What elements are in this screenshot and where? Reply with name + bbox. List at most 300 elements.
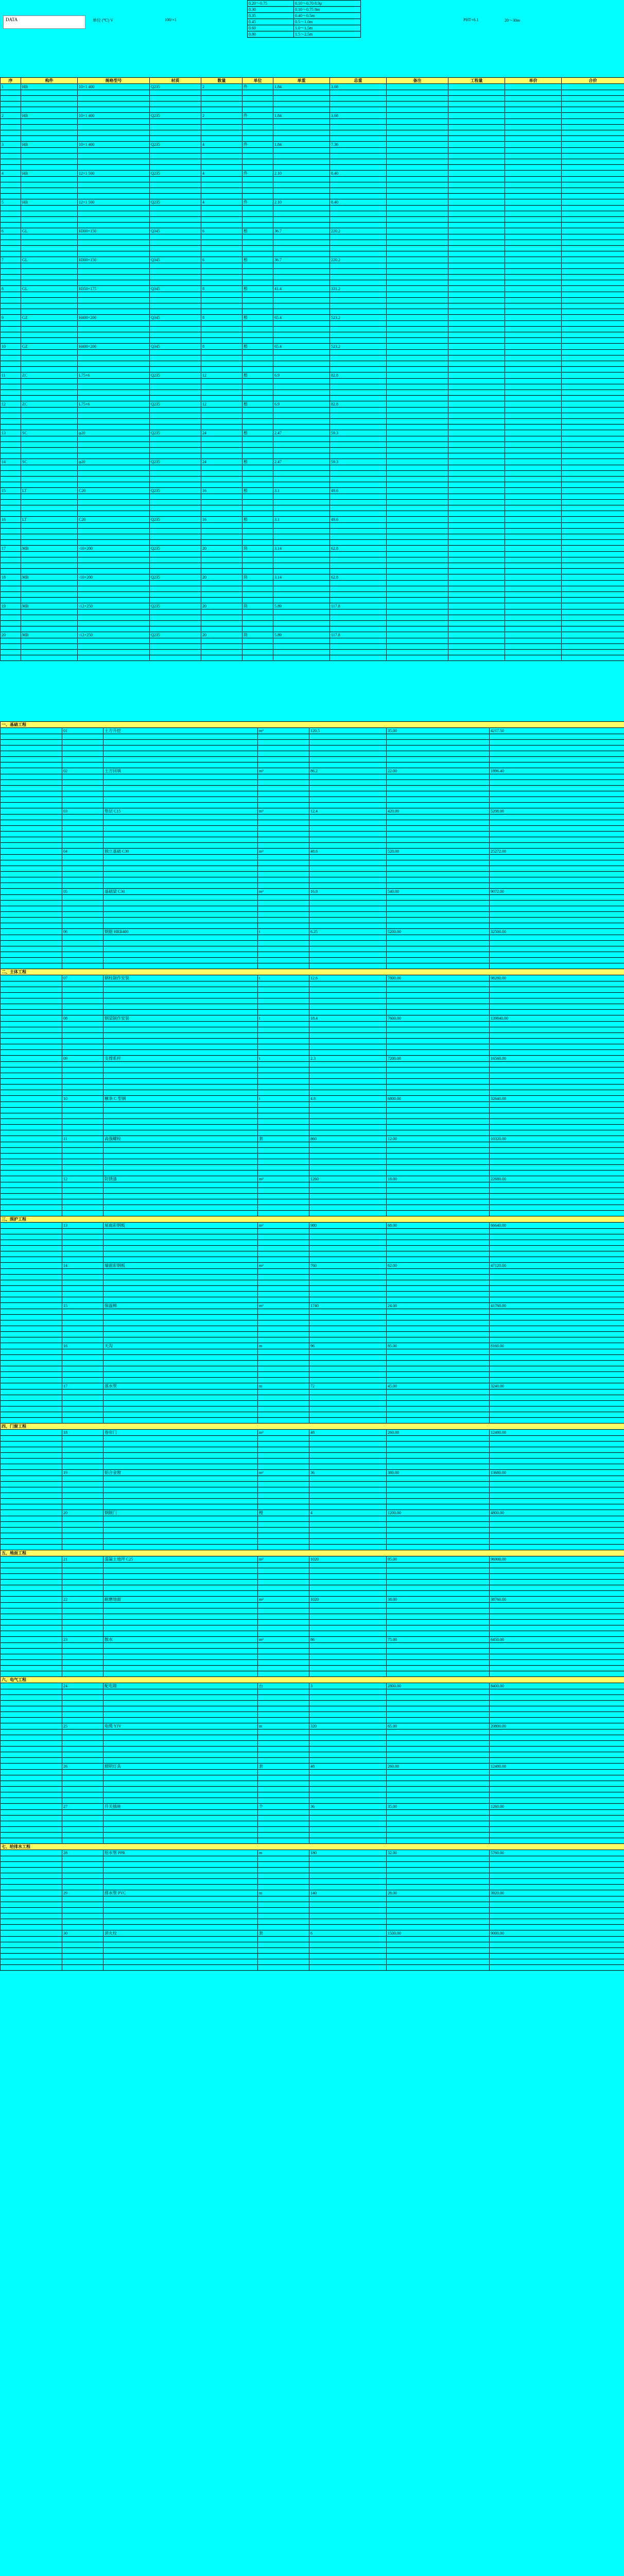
empty-cell[interactable]: [448, 621, 505, 626]
empty-cell[interactable]: [448, 194, 505, 199]
empty-cell[interactable]: [103, 1079, 258, 1084]
empty-cell[interactable]: [387, 1499, 490, 1504]
empty-cell[interactable]: [78, 413, 150, 419]
empty-cell[interactable]: [1, 1275, 62, 1280]
table-cell[interactable]: -10×200: [78, 574, 150, 581]
empty-cell[interactable]: [448, 148, 505, 154]
empty-cell[interactable]: [62, 1614, 103, 1620]
table-cell[interactable]: [505, 574, 562, 581]
empty-cell[interactable]: [490, 1533, 624, 1539]
empty-cell[interactable]: [273, 223, 330, 228]
empty-cell[interactable]: [505, 379, 562, 384]
empty-cell[interactable]: [387, 1194, 490, 1199]
empty-cell[interactable]: [103, 1775, 258, 1781]
empty-cell[interactable]: [387, 1563, 490, 1568]
empty-cell[interactable]: [330, 477, 387, 482]
empty-cell[interactable]: [505, 540, 562, 546]
bill-cell[interactable]: 06: [62, 929, 103, 935]
empty-cell[interactable]: [150, 523, 201, 529]
empty-cell[interactable]: [258, 1816, 309, 1821]
empty-cell[interactable]: [330, 482, 387, 488]
empty-cell[interactable]: [387, 1666, 490, 1671]
empty-cell[interactable]: [1, 177, 21, 182]
empty-cell[interactable]: [1, 1108, 62, 1113]
empty-cell[interactable]: [150, 408, 201, 413]
empty-cell[interactable]: [62, 1591, 103, 1597]
empty-cell[interactable]: [309, 1079, 387, 1084]
empty-cell[interactable]: [258, 1493, 309, 1499]
empty-cell[interactable]: [103, 1292, 258, 1297]
empty-cell[interactable]: [103, 941, 258, 946]
empty-cell[interactable]: [330, 194, 387, 199]
table-cell[interactable]: 20: [1, 632, 21, 638]
empty-cell[interactable]: [387, 136, 448, 142]
empty-cell[interactable]: [309, 1453, 387, 1459]
table-cell[interactable]: GL: [21, 228, 78, 234]
empty-cell[interactable]: [490, 963, 624, 969]
empty-cell[interactable]: [330, 621, 387, 626]
empty-cell[interactable]: [242, 453, 273, 459]
empty-cell[interactable]: [21, 107, 78, 113]
empty-cell[interactable]: [562, 419, 624, 425]
empty-cell[interactable]: [309, 860, 387, 866]
empty-cell[interactable]: [1, 1148, 62, 1154]
bill-cell[interactable]: 21: [62, 1556, 103, 1563]
empty-cell[interactable]: [1, 901, 62, 906]
empty-cell[interactable]: [309, 1948, 387, 1954]
empty-cell[interactable]: [258, 935, 309, 941]
empty-cell[interactable]: [258, 906, 309, 912]
empty-cell[interactable]: [78, 586, 150, 592]
empty-cell[interactable]: [258, 1165, 309, 1171]
empty-cell[interactable]: [1, 211, 21, 217]
empty-cell[interactable]: [258, 1533, 309, 1539]
empty-cell[interactable]: [201, 263, 242, 269]
bill-gutter[interactable]: [1, 808, 62, 815]
empty-cell[interactable]: [309, 998, 387, 1004]
empty-cell[interactable]: [309, 987, 387, 993]
empty-cell[interactable]: [490, 843, 624, 849]
empty-cell[interactable]: [490, 1251, 624, 1257]
empty-cell[interactable]: [490, 1090, 624, 1096]
table-cell[interactable]: 根: [242, 488, 273, 494]
empty-cell[interactable]: [103, 1965, 258, 1971]
empty-cell[interactable]: [62, 1493, 103, 1499]
empty-cell[interactable]: [78, 396, 150, 401]
empty-cell[interactable]: [258, 1297, 309, 1303]
empty-cell[interactable]: [562, 425, 624, 430]
empty-cell[interactable]: [330, 148, 387, 154]
empty-cell[interactable]: [1, 1401, 62, 1406]
empty-cell[interactable]: [330, 165, 387, 171]
empty-cell[interactable]: [258, 855, 309, 860]
table-cell[interactable]: [387, 430, 448, 436]
empty-cell[interactable]: [505, 223, 562, 228]
empty-cell[interactable]: [1, 1574, 62, 1580]
bill-cell[interactable]: 48.6: [309, 849, 387, 855]
empty-cell[interactable]: [62, 1671, 103, 1677]
empty-cell[interactable]: [62, 1027, 103, 1033]
empty-cell[interactable]: [562, 217, 624, 223]
empty-cell[interactable]: [490, 1937, 624, 1942]
empty-cell[interactable]: [330, 540, 387, 546]
bill-cell[interactable]: 260.00: [387, 1430, 490, 1436]
empty-cell[interactable]: [103, 906, 258, 912]
empty-cell[interactable]: [62, 1827, 103, 1833]
empty-cell[interactable]: [62, 1718, 103, 1723]
empty-cell[interactable]: [309, 1522, 387, 1528]
empty-cell[interactable]: [201, 638, 242, 644]
table-cell[interactable]: [387, 401, 448, 408]
bill-cell[interactable]: 4217.50: [490, 728, 624, 734]
empty-cell[interactable]: [309, 734, 387, 740]
empty-cell[interactable]: [490, 1706, 624, 1712]
empty-cell[interactable]: [201, 500, 242, 505]
empty-cell[interactable]: [201, 413, 242, 419]
empty-cell[interactable]: [387, 1326, 490, 1332]
empty-cell[interactable]: [258, 740, 309, 745]
empty-cell[interactable]: [103, 1113, 258, 1119]
empty-cell[interactable]: [78, 448, 150, 453]
empty-cell[interactable]: [258, 877, 309, 883]
empty-cell[interactable]: [309, 1395, 387, 1401]
empty-cell[interactable]: [387, 1712, 490, 1718]
empty-cell[interactable]: [201, 303, 242, 309]
table-cell[interactable]: [505, 113, 562, 119]
empty-cell[interactable]: [258, 1286, 309, 1292]
empty-cell[interactable]: [62, 1257, 103, 1263]
empty-cell[interactable]: [309, 981, 387, 987]
empty-cell[interactable]: [490, 1649, 624, 1654]
empty-cell[interactable]: [242, 188, 273, 194]
empty-cell[interactable]: [387, 598, 448, 603]
empty-cell[interactable]: [490, 1027, 624, 1033]
empty-cell[interactable]: [309, 1010, 387, 1015]
empty-cell[interactable]: [62, 734, 103, 740]
empty-cell[interactable]: [309, 1908, 387, 1913]
empty-cell[interactable]: [505, 361, 562, 367]
empty-cell[interactable]: [387, 269, 448, 275]
empty-cell[interactable]: [62, 1476, 103, 1482]
empty-cell[interactable]: [490, 837, 624, 843]
empty-cell[interactable]: [387, 877, 490, 883]
empty-cell[interactable]: [490, 786, 624, 791]
empty-cell[interactable]: [490, 906, 624, 912]
empty-cell[interactable]: [1, 1810, 62, 1816]
bill-cell[interactable]: m³: [258, 849, 309, 855]
empty-cell[interactable]: [387, 379, 448, 384]
empty-cell[interactable]: [309, 1401, 387, 1406]
empty-cell[interactable]: [78, 436, 150, 442]
empty-cell[interactable]: [103, 1856, 258, 1862]
empty-cell[interactable]: [387, 1406, 490, 1412]
empty-cell[interactable]: [62, 1378, 103, 1383]
empty-cell[interactable]: [242, 494, 273, 500]
empty-cell[interactable]: [387, 361, 448, 367]
empty-cell[interactable]: [258, 1349, 309, 1355]
bill-cell[interactable]: 18.4: [309, 1015, 387, 1022]
empty-cell[interactable]: [62, 1741, 103, 1747]
empty-cell[interactable]: [78, 408, 150, 413]
empty-cell[interactable]: [1, 1286, 62, 1292]
empty-cell[interactable]: [448, 523, 505, 529]
empty-cell[interactable]: [242, 240, 273, 246]
empty-cell[interactable]: [387, 1942, 490, 1948]
empty-cell[interactable]: [150, 494, 201, 500]
bill-cell[interactable]: 7600.00: [387, 1015, 490, 1022]
empty-cell[interactable]: [562, 211, 624, 217]
empty-cell[interactable]: [330, 511, 387, 517]
table-cell[interactable]: 18: [1, 574, 21, 581]
empty-cell[interactable]: [330, 182, 387, 188]
empty-cell[interactable]: [150, 165, 201, 171]
empty-cell[interactable]: [505, 563, 562, 569]
empty-cell[interactable]: [62, 1229, 103, 1234]
empty-cell[interactable]: [387, 1378, 490, 1383]
empty-cell[interactable]: [448, 355, 505, 361]
empty-cell[interactable]: [258, 1833, 309, 1838]
empty-cell[interactable]: [505, 246, 562, 251]
bill-cell[interactable]: 4800.00: [490, 1510, 624, 1516]
empty-cell[interactable]: [273, 581, 330, 586]
table-cell[interactable]: ZC: [21, 401, 78, 408]
bill-cell[interactable]: 混凝土地坪 C25: [103, 1556, 258, 1563]
empty-cell[interactable]: [78, 621, 150, 626]
empty-cell[interactable]: [258, 1747, 309, 1752]
empty-cell[interactable]: [62, 998, 103, 1004]
empty-cell[interactable]: [1, 1689, 62, 1695]
table-cell[interactable]: Q235: [150, 401, 201, 408]
table-cell[interactable]: [562, 171, 624, 177]
empty-cell[interactable]: [1, 1563, 62, 1568]
empty-cell[interactable]: [1, 762, 62, 768]
bill-gutter[interactable]: [1, 975, 62, 981]
table-cell[interactable]: 3.14: [273, 574, 330, 581]
empty-cell[interactable]: [62, 1286, 103, 1292]
empty-cell[interactable]: [103, 1660, 258, 1666]
empty-cell[interactable]: [562, 655, 624, 661]
empty-cell[interactable]: [1, 1585, 62, 1591]
empty-cell[interactable]: [62, 1896, 103, 1902]
empty-cell[interactable]: [309, 1142, 387, 1148]
empty-cell[interactable]: [201, 626, 242, 632]
empty-cell[interactable]: [448, 650, 505, 655]
empty-cell[interactable]: [78, 303, 150, 309]
empty-cell[interactable]: [78, 644, 150, 650]
empty-cell[interactable]: [273, 494, 330, 500]
empty-cell[interactable]: [201, 148, 242, 154]
empty-cell[interactable]: [1, 1522, 62, 1528]
bill-cell[interactable]: 独立基础 C30: [103, 849, 258, 855]
empty-cell[interactable]: [21, 321, 78, 327]
empty-cell[interactable]: [309, 1913, 387, 1919]
empty-cell[interactable]: [258, 895, 309, 901]
empty-cell[interactable]: [258, 1775, 309, 1781]
empty-cell[interactable]: [242, 581, 273, 586]
bill-cell[interactable]: 套: [258, 1764, 309, 1770]
empty-cell[interactable]: [150, 223, 201, 228]
empty-cell[interactable]: [103, 774, 258, 780]
empty-cell[interactable]: [490, 1349, 624, 1355]
bill-cell[interactable]: 26: [62, 1764, 103, 1770]
empty-cell[interactable]: [448, 379, 505, 384]
empty-cell[interactable]: [103, 1165, 258, 1171]
empty-cell[interactable]: [309, 1660, 387, 1666]
empty-cell[interactable]: [273, 523, 330, 529]
empty-cell[interactable]: [490, 757, 624, 762]
empty-cell[interactable]: [562, 338, 624, 344]
bill-cell[interactable]: 钢制门: [103, 1510, 258, 1516]
empty-cell[interactable]: [62, 1833, 103, 1838]
empty-cell[interactable]: [62, 1620, 103, 1625]
empty-cell[interactable]: [1, 1067, 62, 1073]
empty-cell[interactable]: [309, 1211, 387, 1216]
empty-cell[interactable]: [387, 332, 448, 338]
table-cell[interactable]: [387, 257, 448, 263]
empty-cell[interactable]: [78, 182, 150, 188]
empty-cell[interactable]: [150, 298, 201, 303]
empty-cell[interactable]: [387, 981, 490, 987]
empty-cell[interactable]: [258, 791, 309, 797]
empty-cell[interactable]: [387, 1965, 490, 1971]
table-cell[interactable]: 8.40: [330, 171, 387, 177]
empty-cell[interactable]: [1, 275, 21, 280]
empty-cell[interactable]: [490, 1539, 624, 1545]
empty-cell[interactable]: [309, 1701, 387, 1706]
empty-cell[interactable]: [103, 1591, 258, 1597]
empty-cell[interactable]: [258, 1240, 309, 1246]
empty-cell[interactable]: [387, 1585, 490, 1591]
table-cell[interactable]: [505, 228, 562, 234]
empty-cell[interactable]: [242, 425, 273, 430]
empty-cell[interactable]: [21, 194, 78, 199]
empty-cell[interactable]: [103, 1027, 258, 1033]
empty-cell[interactable]: [150, 338, 201, 344]
empty-cell[interactable]: [309, 1493, 387, 1499]
empty-cell[interactable]: [273, 442, 330, 448]
empty-cell[interactable]: [258, 860, 309, 866]
empty-cell[interactable]: [387, 1447, 490, 1453]
empty-cell[interactable]: [330, 569, 387, 574]
bill-cell[interactable]: 卷帘门: [103, 1430, 258, 1436]
empty-cell[interactable]: [1, 419, 21, 425]
empty-cell[interactable]: [62, 1798, 103, 1804]
bill-cell[interactable]: 17: [62, 1383, 103, 1389]
table-cell[interactable]: [505, 171, 562, 177]
bill-cell[interactable]: 28.00: [387, 1890, 490, 1896]
section-title[interactable]: 三、围护工程: [1, 1216, 624, 1223]
empty-cell[interactable]: [103, 1389, 258, 1395]
table-cell[interactable]: 2.47: [273, 430, 330, 436]
bill-cell[interactable]: 62.00: [387, 1263, 490, 1269]
bill-cell[interactable]: 3240.00: [490, 1383, 624, 1389]
empty-cell[interactable]: [309, 1062, 387, 1067]
table-cell[interactable]: 62.8: [330, 546, 387, 552]
empty-cell[interactable]: [21, 586, 78, 592]
table-cell[interactable]: [562, 401, 624, 408]
empty-cell[interactable]: [258, 1614, 309, 1620]
empty-cell[interactable]: [387, 946, 490, 952]
empty-cell[interactable]: [62, 1269, 103, 1275]
empty-cell[interactable]: [330, 217, 387, 223]
empty-cell[interactable]: [1, 1959, 62, 1965]
empty-cell[interactable]: [505, 482, 562, 488]
empty-cell[interactable]: [505, 453, 562, 459]
empty-cell[interactable]: [1, 442, 21, 448]
empty-cell[interactable]: [1, 1332, 62, 1337]
bill-gutter[interactable]: [1, 1136, 62, 1142]
empty-cell[interactable]: [309, 1246, 387, 1251]
empty-cell[interactable]: [490, 981, 624, 987]
empty-cell[interactable]: [150, 655, 201, 661]
bill-cell[interactable]: 140: [309, 1890, 387, 1896]
bill-cell[interactable]: 墙面彩钢板: [103, 1263, 258, 1269]
empty-cell[interactable]: [309, 1499, 387, 1504]
empty-cell[interactable]: [21, 523, 78, 529]
table-cell[interactable]: 24: [201, 430, 242, 436]
empty-cell[interactable]: [242, 338, 273, 344]
table-cell[interactable]: H400×200: [78, 315, 150, 321]
empty-cell[interactable]: [150, 436, 201, 442]
empty-cell[interactable]: [387, 303, 448, 309]
empty-cell[interactable]: [309, 803, 387, 808]
empty-cell[interactable]: [490, 826, 624, 832]
empty-cell[interactable]: [1, 1269, 62, 1275]
empty-cell[interactable]: [242, 436, 273, 442]
table-cell[interactable]: [562, 344, 624, 350]
empty-cell[interactable]: [201, 644, 242, 650]
bill-gutter[interactable]: [1, 1556, 62, 1563]
bill-cell[interactable]: 土方开挖: [103, 728, 258, 734]
empty-cell[interactable]: [150, 384, 201, 390]
empty-cell[interactable]: [150, 592, 201, 598]
bill-cell[interactable]: 1200.00: [387, 1510, 490, 1516]
empty-cell[interactable]: [62, 1246, 103, 1251]
empty-cell[interactable]: [78, 581, 150, 586]
empty-cell[interactable]: [201, 569, 242, 574]
empty-cell[interactable]: [387, 855, 490, 860]
empty-cell[interactable]: [201, 223, 242, 228]
empty-cell[interactable]: [387, 860, 490, 866]
empty-cell[interactable]: [201, 165, 242, 171]
empty-cell[interactable]: [273, 650, 330, 655]
empty-cell[interactable]: [1, 1412, 62, 1418]
table-cell[interactable]: Q235: [150, 84, 201, 90]
table-cell[interactable]: [448, 315, 505, 321]
empty-cell[interactable]: [490, 1211, 624, 1216]
empty-cell[interactable]: [201, 390, 242, 396]
empty-cell[interactable]: [505, 154, 562, 159]
empty-cell[interactable]: [448, 321, 505, 327]
empty-cell[interactable]: [242, 413, 273, 419]
empty-cell[interactable]: [387, 1297, 490, 1303]
empty-cell[interactable]: [103, 901, 258, 906]
empty-cell[interactable]: [309, 820, 387, 826]
empty-cell[interactable]: [62, 1113, 103, 1119]
empty-cell[interactable]: [62, 1568, 103, 1574]
empty-cell[interactable]: [258, 1292, 309, 1297]
empty-cell[interactable]: [21, 425, 78, 430]
empty-cell[interactable]: [562, 477, 624, 482]
empty-cell[interactable]: [258, 1108, 309, 1113]
table-cell[interactable]: [387, 603, 448, 609]
empty-cell[interactable]: [258, 1067, 309, 1073]
table-cell[interactable]: [448, 574, 505, 581]
empty-cell[interactable]: [103, 1948, 258, 1954]
empty-cell[interactable]: [562, 453, 624, 459]
empty-cell[interactable]: [273, 275, 330, 280]
empty-cell[interactable]: [21, 482, 78, 488]
